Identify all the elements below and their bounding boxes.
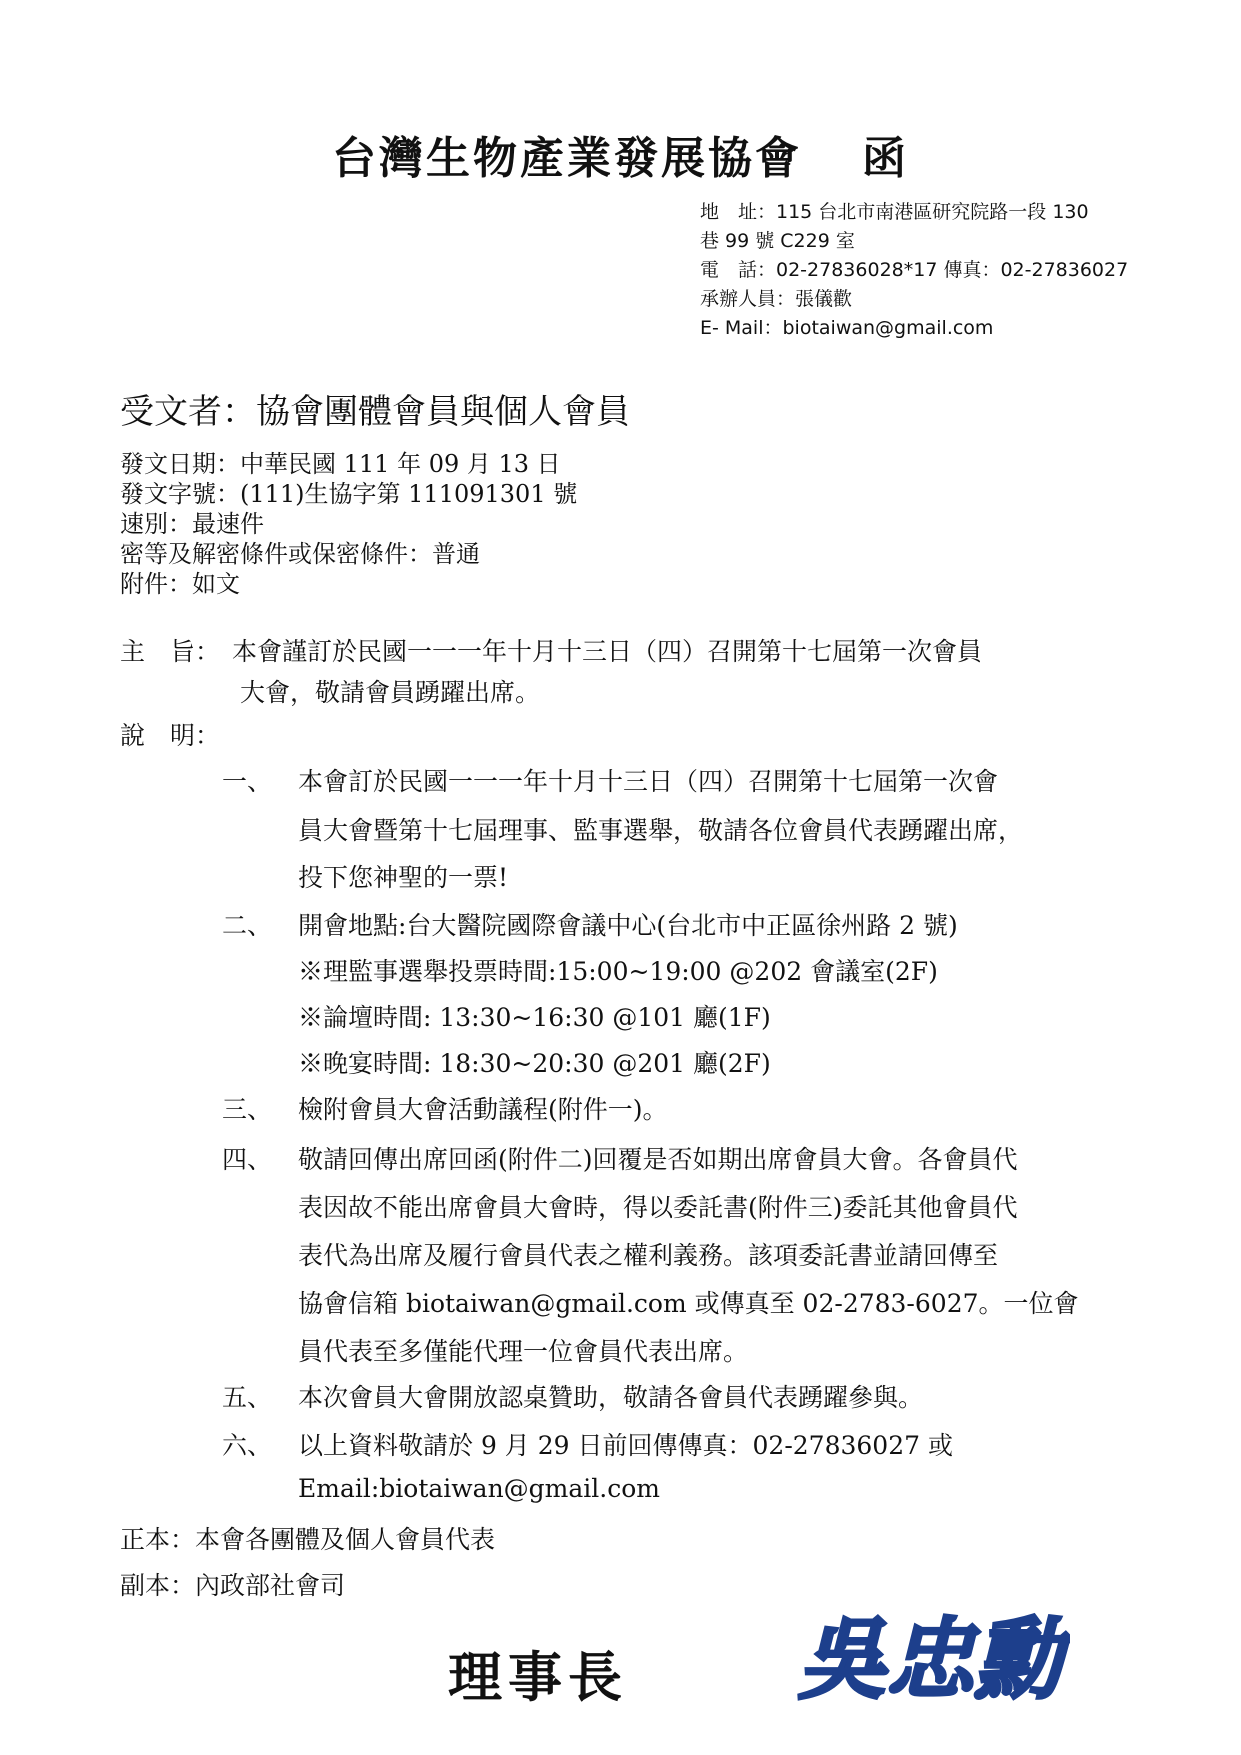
- org-name: 台灣生物產業發展協會: [332, 133, 802, 184]
- item-line: 開會地點:台大醫院國際會議中心(台北市中正區徐州路 2 號): [298, 911, 958, 940]
- recipient: 受文者：協會團體會員與個人會員: [120, 392, 630, 432]
- item-number: 一、: [222, 767, 273, 796]
- explanation-label: 說 明：: [120, 721, 221, 750]
- item-line: 表代為出席及履行會員代表之權利義務。該項委託書並請回傳至: [298, 1241, 999, 1270]
- speed-class: 速別：最速件: [120, 510, 264, 538]
- subject-line-1: 本會謹訂於民國一一一年十月十三日（四）召開第十七屆第一次會員: [232, 637, 983, 666]
- item-number: 六、: [222, 1431, 273, 1460]
- subject-label: 主 旨：: [120, 637, 221, 666]
- item-line: 敬請回傳出席回函(附件二)回覆是否如期出席會員大會。各會員代: [298, 1145, 1018, 1174]
- item-number: 五、: [222, 1383, 273, 1412]
- item-line: 本會訂於民國一一一年十月十三日（四）召開第十七屆第一次會: [298, 767, 999, 796]
- item-line: 以上資料敬請於 9 月 29 日前回傳傳真：02-27836027 或: [298, 1431, 953, 1460]
- doc-type: 函: [862, 133, 909, 184]
- item-number: 二、: [222, 911, 273, 940]
- item-line: 員代表至多僅能代理一位會員代表出席。: [298, 1337, 749, 1366]
- item-number: 三、: [222, 1095, 273, 1124]
- secrecy-class: 密等及解密條件或保密條件：普通: [120, 540, 480, 568]
- chairman-signature-stamp: [790, 1595, 1070, 1715]
- item-line: 員大會暨第十七屆理事、監事選舉，敬請各位會員代表踴躍出席，: [298, 816, 1024, 845]
- subject-line-2: 大會，敬請會員踴躍出席。: [240, 678, 541, 707]
- contact-email: E- Mail：biotaiwan@gmail.com: [700, 317, 994, 339]
- document-meta: [120, 449, 577, 599]
- letter-title: [0, 122, 1241, 186]
- contact-staff: 承辦人員：張儀歡: [700, 288, 853, 310]
- contact-phone-fax: 電 話：02-27836028*17 傳真：02-27836027: [700, 259, 1129, 281]
- item-line: ※論壇時間: 13:30~16:30 @101 廳(1F): [298, 1003, 771, 1032]
- item-line: 本次會員大會開放認桌贊助，敬請各會員代表踴躍參與。: [298, 1383, 924, 1412]
- item-line: 檢附會員大會活動議程(附件一)。: [298, 1095, 668, 1124]
- original-copy: 正本：本會各團體及個人會員代表: [120, 1525, 496, 1554]
- contact-address-line-1: 地 址：115 台北市南港區研究院路一段 130: [700, 201, 1089, 223]
- issue-number: 發文字號：(111)生協字第 111091301 號: [120, 480, 578, 508]
- chairman-title: 理事長: [448, 1645, 628, 1709]
- issue-date: 發文日期：中華民國 111 年 09 月 13 日: [120, 450, 561, 478]
- attachment-note: 附件：如文: [120, 570, 240, 598]
- item-line: 表因故不能出席會員大會時，得以委託書(附件三)委託其他會員代: [298, 1193, 1018, 1222]
- item-line: 協會信箱 biotaiwan@gmail.com 或傳真至 02-2783-6027。一位會: [298, 1289, 1079, 1318]
- item-number: 四、: [222, 1145, 273, 1174]
- contact-address-line-2: 巷 99 號 C229 室: [700, 230, 855, 252]
- signature-name: 吳忠勳: [797, 1607, 1063, 1711]
- item-line: ※理監事選舉投票時間:15:00~19:00 @202 會議室(2F): [298, 957, 938, 986]
- item-line: ※晚宴時間: 18:30~20:30 @201 廳(2F): [298, 1049, 771, 1078]
- duplicate-copy: 副本：內政部社會司: [120, 1571, 346, 1600]
- item-line: Email:biotaiwan@gmail.com: [298, 1474, 660, 1503]
- item-line: 投下您神聖的一票!: [298, 863, 509, 892]
